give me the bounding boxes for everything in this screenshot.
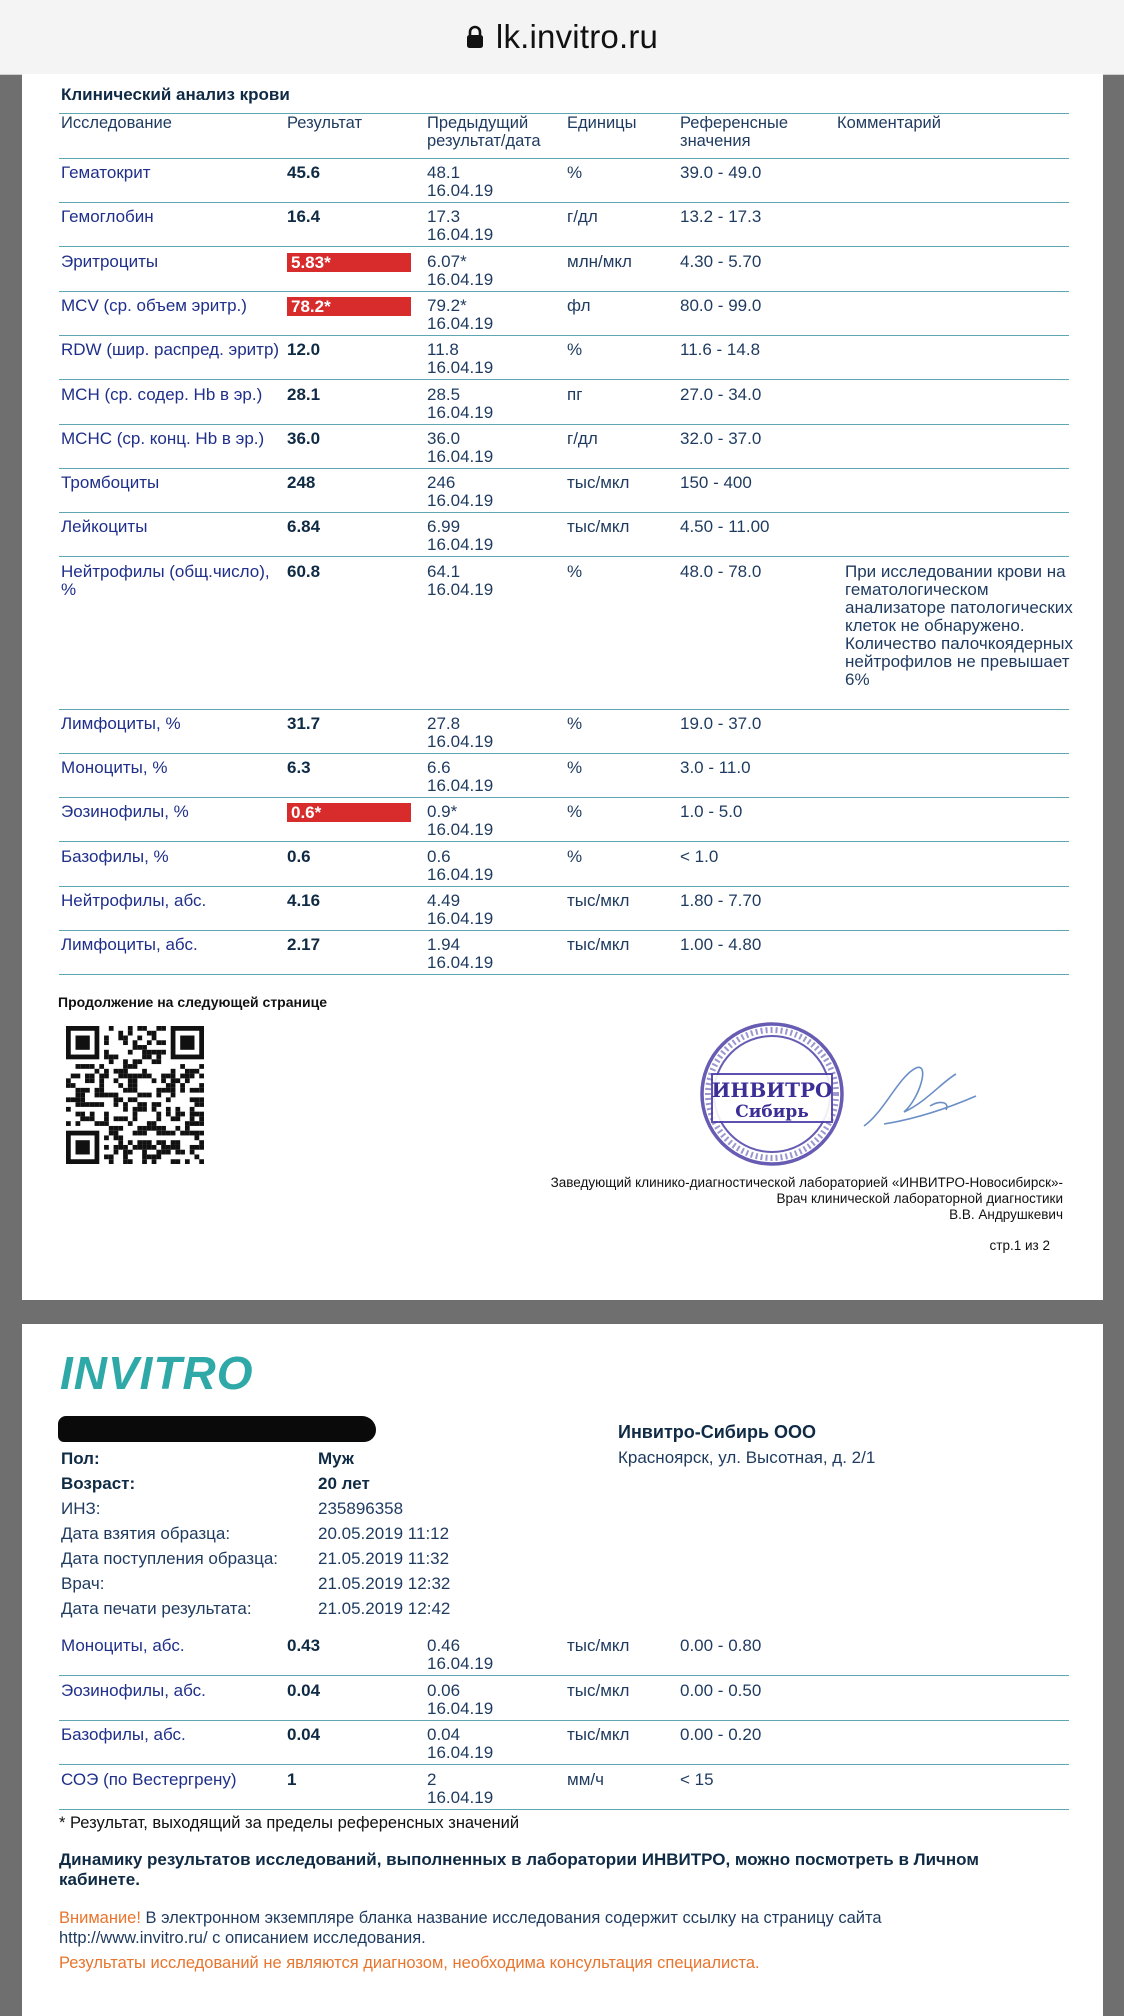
reference-range: 3.0 - 11.0 <box>680 758 751 777</box>
table-row <box>59 557 1073 709</box>
organization-name: Инвитро-Сибирь ООО <box>618 1422 817 1442</box>
test-name[interactable]: Эритроциты <box>61 252 159 271</box>
reference-range: 0.00 - 0.80 <box>680 1636 762 1655</box>
divider <box>59 158 1069 159</box>
previous-result: 0.06 16.04.19 <box>427 1681 494 1718</box>
header-reference: Референсные значения <box>680 114 789 150</box>
test-name[interactable]: MCHC (ср. конц. Hb в эр.) <box>61 429 265 448</box>
test-unit: тыс/мкл <box>567 1636 630 1655</box>
table-row <box>59 202 1069 246</box>
test-unit: % <box>567 714 583 733</box>
divider <box>59 1809 1069 1810</box>
table-row <box>59 709 1069 753</box>
test-name[interactable]: Гематокрит <box>61 163 151 182</box>
test-unit: % <box>567 802 583 821</box>
patient-field-label: Врач: <box>61 1574 105 1593</box>
test-unit: тыс/мкл <box>567 891 630 910</box>
previous-result: 17.3 16.04.19 <box>427 207 494 244</box>
table-row <box>59 380 1069 424</box>
reference-range: 39.0 - 49.0 <box>680 163 762 182</box>
previous-result: 64.1 16.04.19 <box>427 562 494 599</box>
test-result: 60.8 <box>287 562 321 581</box>
organization-address: Красноярск, ул. Высотная, д. 2/1 <box>618 1448 876 1467</box>
table-row <box>59 1631 1069 1675</box>
patient-field-label: Дата взятия образца: <box>61 1524 231 1543</box>
test-name[interactable]: Эозинофилы, % <box>61 802 189 821</box>
reference-range: 1.80 - 7.70 <box>680 891 762 910</box>
reference-range: 13.2 - 17.3 <box>680 207 762 226</box>
previous-result: 4.49 16.04.19 <box>427 891 494 928</box>
reference-range: 1.0 - 5.0 <box>680 802 743 821</box>
reference-range: 0.00 - 0.20 <box>680 1725 762 1744</box>
table-row <box>59 291 1069 335</box>
footnote: * Результат, выходящий за пределы референсных значений <box>59 1814 520 1832</box>
test-unit: % <box>567 562 583 581</box>
qr-code <box>66 1026 204 1164</box>
reference-range: 32.0 - 37.0 <box>680 429 762 448</box>
test-result: 0.04 <box>287 1725 321 1744</box>
previous-result: 36.0 16.04.19 <box>427 429 494 466</box>
abnormal-result-flag: 78.2* <box>287 297 411 316</box>
previous-result: 6.07* 16.04.19 <box>427 252 494 289</box>
test-result <box>287 253 411 272</box>
patient-field-value: 20.05.2019 11:12 <box>318 1524 450 1543</box>
previous-result: 79.2* 16.04.19 <box>427 296 494 333</box>
patient-field-label: Пол: <box>61 1449 100 1468</box>
report-page-1 <box>22 74 1103 1300</box>
previous-result: 48.1 16.04.19 <box>427 163 494 200</box>
previous-result: 2 16.04.19 <box>427 1770 494 1807</box>
test-unit: % <box>567 758 583 777</box>
table-row <box>59 753 1069 797</box>
header-name: Исследование <box>61 114 172 132</box>
table-row <box>59 512 1069 556</box>
test-result: 16.4 <box>287 207 321 226</box>
header-result: Результат <box>287 114 363 132</box>
stamp-text-1: ИНВИТРО <box>711 1078 833 1102</box>
dynamics-note: Динамику результатов исследований, выполненных в лаборатории ИНВИТРО, можно посмотреть в Личном кабинете. <box>59 1850 979 1889</box>
test-name[interactable]: Тромбоциты <box>61 473 160 492</box>
previous-result: 11.8 16.04.19 <box>427 340 494 377</box>
test-name[interactable]: Эозинофилы, абс. <box>61 1681 206 1700</box>
invitro-logo: INVITRO <box>60 1347 254 1399</box>
header-previous: Предыдущий результат/дата <box>427 114 541 150</box>
abnormal-result-flag: 0.6* <box>287 803 411 822</box>
test-unit: пг <box>567 385 583 404</box>
previous-result: 0.46 16.04.19 <box>427 1636 494 1673</box>
table-row <box>59 842 1069 886</box>
patient-field-label: ИНЗ: <box>61 1499 101 1518</box>
test-result <box>287 803 411 822</box>
table-header <box>59 114 1069 156</box>
test-result: 6.84 <box>287 517 321 536</box>
abnormal-result-flag: 5.83* <box>287 253 411 272</box>
previous-result: 6.99 16.04.19 <box>427 517 494 554</box>
table-row <box>59 886 1069 930</box>
test-unit: % <box>567 163 583 182</box>
test-result: 31.7 <box>287 714 321 733</box>
test-name[interactable]: MCV (ср. объем эритр.) <box>61 296 247 315</box>
continuation-note: Продолжение на следующей странице <box>58 994 327 1010</box>
test-unit: фл <box>567 296 591 315</box>
reference-range: < 1.0 <box>680 847 719 866</box>
patient-field-value: 235896358 <box>318 1499 404 1518</box>
disclaimer: Результаты исследований не являются диагнозом, необходима консультация специалиста. <box>59 1954 760 1972</box>
test-result: 1 <box>287 1770 297 1789</box>
reference-range: 27.0 - 34.0 <box>680 385 762 404</box>
test-result: 0.04 <box>287 1681 321 1700</box>
previous-result: 246 16.04.19 <box>427 473 494 510</box>
test-name[interactable]: RDW (шир. распред. эритр) <box>61 340 280 359</box>
patient-field-label: Дата печати результата: <box>61 1599 252 1618</box>
test-name[interactable]: Моноциты, абс. <box>61 1636 185 1655</box>
test-unit: тыс/мкл <box>567 517 630 536</box>
test-result: 45.6 <box>287 163 321 182</box>
reference-range: 150 - 400 <box>680 473 752 492</box>
reference-range: 1.00 - 4.80 <box>680 935 762 954</box>
patient-field-value: 20 лет <box>318 1474 370 1493</box>
warning-label: Внимание! <box>59 1909 141 1927</box>
invitro-link[interactable]: http://www.invitro.ru/ <box>59 1929 208 1947</box>
test-name[interactable]: Нейтрофилы, абс. <box>61 891 207 910</box>
test-name[interactable]: Гемоглобин <box>61 207 154 226</box>
test-unit: тыс/мкл <box>567 1725 630 1744</box>
test-unit: тыс/мкл <box>567 473 630 492</box>
lock-icon <box>466 25 484 49</box>
reference-range: 80.0 - 99.0 <box>680 296 762 315</box>
table-row <box>59 797 1069 841</box>
test-result: 12.0 <box>287 340 321 359</box>
browser-address-bar[interactable] <box>0 0 1124 75</box>
test-name[interactable]: Базофилы, абс. <box>61 1725 186 1744</box>
previous-result: 27.8 16.04.19 <box>427 714 494 751</box>
test-unit: млн/мкл <box>567 252 632 271</box>
table-row <box>59 1720 1069 1764</box>
section-title: Клинический анализ крови <box>61 85 290 104</box>
table-row <box>59 158 1069 202</box>
patient-field-label: Дата поступления образца: <box>61 1549 279 1568</box>
previous-result: 0.04 16.04.19 <box>427 1725 494 1762</box>
test-result: 248 <box>287 473 316 492</box>
reference-range: 11.6 - 14.8 <box>680 340 761 359</box>
test-name[interactable]: Базофилы, % <box>61 847 169 866</box>
redacted-patient-name <box>58 1416 376 1442</box>
table-row <box>59 335 1069 379</box>
signer-block: Заведующий клинико-диагностической лабораторией «ИНВИТРО-Новосибирск»- Врач клинической лабораторной диагностики В.В. Андрушкевич <box>550 1175 1063 1222</box>
test-result: 2.17 <box>287 935 321 954</box>
warning-note: Внимание! В электронном экземпляре бланка название исследования содержит ссылку на страницу сайта http://www.invitro.ru/ с описанием исследования. <box>59 1909 882 1947</box>
reference-range: < 15 <box>680 1770 714 1789</box>
test-name[interactable]: Лимфоциты, абс. <box>61 935 198 954</box>
lab-stamp <box>694 1016 994 1166</box>
test-unit: % <box>567 340 583 359</box>
patient-field-value: 21.05.2019 11:32 <box>318 1549 450 1568</box>
test-result: 0.6 <box>287 847 311 866</box>
test-unit: тыс/мкл <box>567 935 630 954</box>
signature-icon <box>864 1067 976 1126</box>
test-result: 0.43 <box>287 1636 321 1655</box>
table-row <box>59 247 1069 291</box>
page-number: стр.1 из 2 <box>989 1238 1050 1253</box>
previous-result: 0.9* 16.04.19 <box>427 802 494 839</box>
table-row <box>59 930 1069 974</box>
patient-field-label: Возраст: <box>61 1474 136 1493</box>
test-unit: тыс/мкл <box>567 1681 630 1700</box>
test-result: 6.3 <box>287 758 311 777</box>
patient-field-value: 21.05.2019 12:32 <box>318 1574 451 1593</box>
test-result <box>287 297 411 316</box>
header-unit: Единицы <box>567 114 637 132</box>
stamp-text-2: Сибирь <box>735 1102 809 1122</box>
test-name[interactable]: Лимфоциты, % <box>61 714 181 733</box>
patient-field-value: Муж <box>318 1449 354 1468</box>
test-name[interactable]: Нейтрофилы (общ.число), % <box>61 562 270 599</box>
previous-result: 28.5 16.04.19 <box>427 385 494 422</box>
test-name[interactable]: СОЭ (по Вестергрену) <box>61 1770 237 1789</box>
test-result: 36.0 <box>287 429 321 448</box>
patient-field-value: 21.05.2019 12:42 <box>318 1599 451 1618</box>
test-unit: % <box>567 847 583 866</box>
test-unit: г/дл <box>567 207 598 226</box>
test-name[interactable]: Лейкоциты <box>61 517 148 536</box>
reference-range: 0.00 - 0.50 <box>680 1681 762 1700</box>
table-row <box>59 1676 1069 1720</box>
report-page-2 <box>22 1324 1103 2016</box>
reference-range: 4.30 - 5.70 <box>680 252 762 271</box>
test-name[interactable]: MCH (ср. содер. Hb в эр.) <box>61 385 263 404</box>
test-unit: г/дл <box>567 429 598 448</box>
reference-range: 19.0 - 37.0 <box>680 714 762 733</box>
reference-range: 4.50 - 11.00 <box>680 517 770 536</box>
reference-range: 48.0 - 78.0 <box>680 562 762 581</box>
previous-result: 6.6 16.04.19 <box>427 758 494 795</box>
header-comment: Комментарий <box>837 114 941 132</box>
test-name[interactable]: Моноциты, % <box>61 758 168 777</box>
previous-result: 0.6 16.04.19 <box>427 847 494 884</box>
previous-result: 1.94 16.04.19 <box>427 935 494 972</box>
test-result: 4.16 <box>287 891 321 910</box>
test-comment: При исследовании крови на гематологическом анализаторе патологических клеток не обнаружено. Количество палочкоядерных нейтрофилов не превышает 6% <box>845 562 1073 689</box>
test-unit: мм/ч <box>567 1770 604 1789</box>
url-text: lk.invitro.ru <box>495 18 659 55</box>
table-row <box>59 468 1069 512</box>
table-row <box>59 424 1069 468</box>
divider <box>59 974 1069 975</box>
test-result: 28.1 <box>287 385 321 404</box>
table-row <box>59 1765 1069 1809</box>
